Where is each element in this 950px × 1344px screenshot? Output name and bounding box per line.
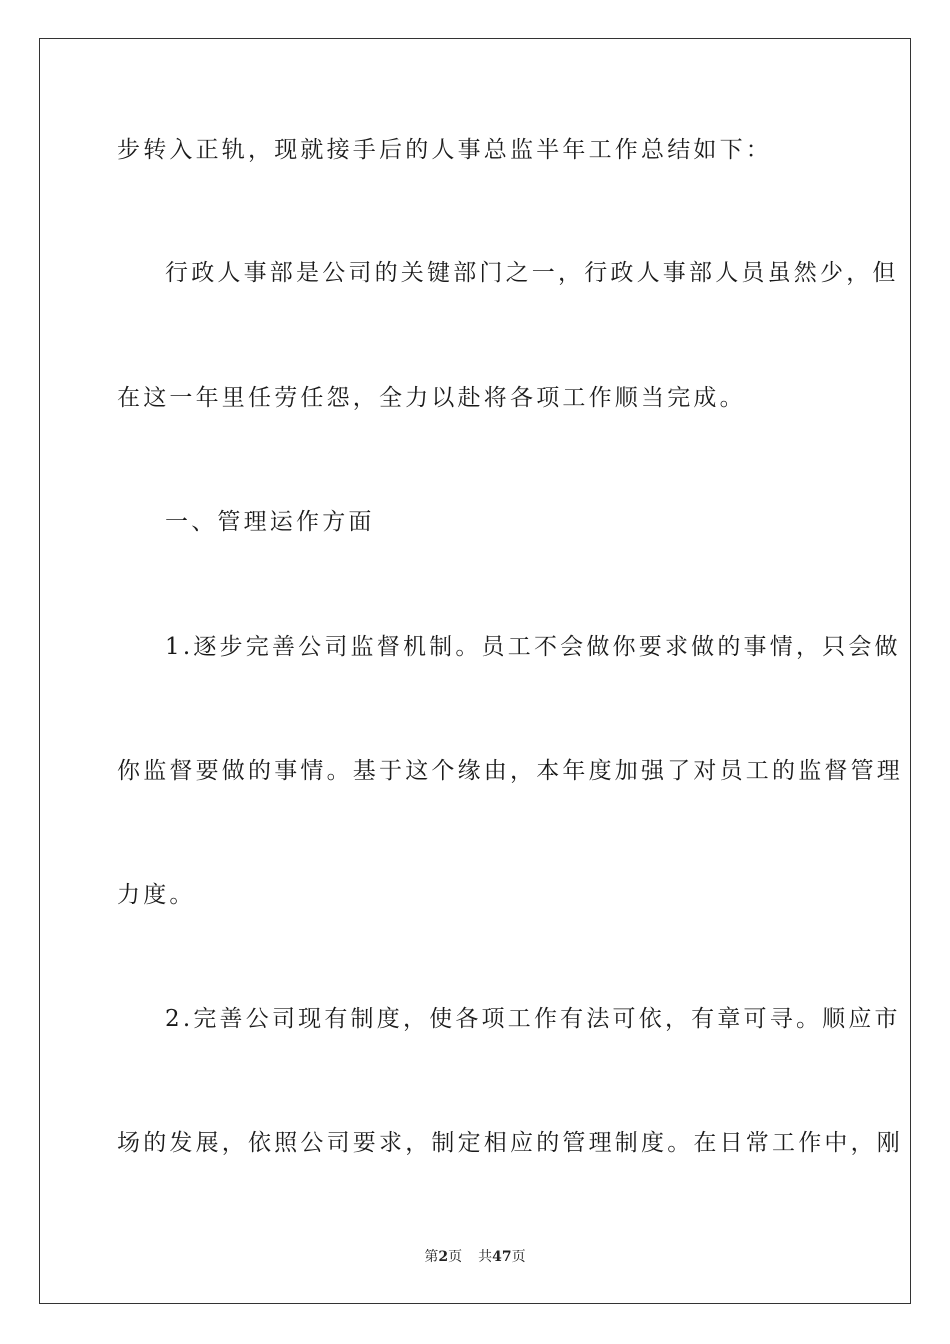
section-heading: 一、管理运作方面: [165, 509, 375, 535]
body-line-5: 1.逐步完善公司监督机制。员工不会做你要求做的事情，只会做: [165, 634, 901, 660]
page-prefix: 第: [424, 1249, 439, 1265]
page-footer: [0, 1246, 950, 1266]
body-line-2: 行政人事部是公司的关键部门之一，行政人事部人员虽然少，但: [165, 260, 899, 286]
body-line-1: 步转入正轨，现就接手后的人事总监半年工作总结如下：: [117, 137, 772, 163]
total-prefix: 共: [478, 1249, 493, 1265]
page-total: 47: [492, 1249, 512, 1265]
body-line-3: 在这一年里任劳任怨，全力以赴将各项工作顺当完成。: [117, 385, 746, 411]
body-line-6: 你监督要做的事情。基于这个缘由，本年度加强了对员工的监督管理: [117, 758, 903, 784]
page-current: 2: [438, 1249, 449, 1265]
page-suffix: 页: [448, 1249, 463, 1265]
total-suffix: 页: [511, 1249, 526, 1265]
body-line-8: 2.完善公司现有制度，使各项工作有法可依，有章可寻。顺应市: [165, 1006, 901, 1032]
body-line-7: 力度。: [117, 882, 196, 908]
body-line-9: 场的发展，依照公司要求，制定相应的管理制度。在日常工作中，刚: [117, 1130, 903, 1156]
page-border: [39, 38, 911, 1304]
